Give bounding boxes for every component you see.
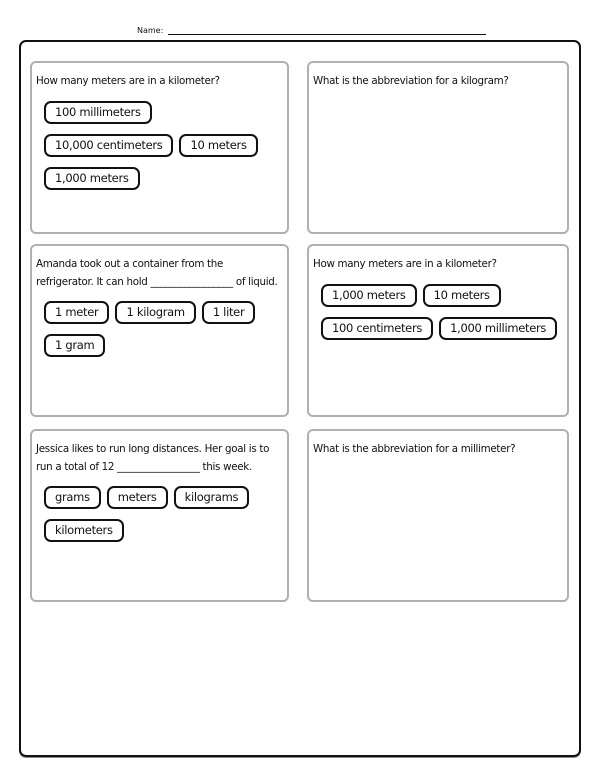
answer-option[interactable]: 1 gram	[44, 334, 105, 357]
question-text: How many meters are in a kilometer?	[36, 75, 220, 87]
answer-options	[36, 301, 284, 357]
answer-options	[36, 101, 284, 190]
question-card-6	[307, 429, 569, 602]
answer-option[interactable]: 10 meters	[423, 284, 501, 307]
answer-option[interactable]: 1,000 meters	[44, 167, 140, 190]
answer-option[interactable]: 1,000 millimeters	[439, 317, 557, 340]
question-text: What is the abbreviation for a millimeter?	[313, 443, 516, 455]
name-input-line[interactable]	[168, 25, 486, 35]
answer-option[interactable]: 100 centimeters	[321, 317, 433, 340]
question-card-3	[30, 244, 289, 417]
answer-option[interactable]: 1 liter	[202, 301, 256, 324]
question-card-1	[30, 61, 289, 234]
answer-options	[313, 284, 561, 340]
answer-option[interactable]: meters	[107, 486, 168, 509]
answer-option[interactable]: 10 meters	[179, 134, 257, 157]
name-label: Name:	[137, 26, 164, 35]
answer-option[interactable]: 1 meter	[44, 301, 109, 324]
question-card-4	[307, 244, 569, 417]
answer-option[interactable]: 10,000 centimeters	[44, 134, 173, 157]
question-card-5	[30, 429, 289, 602]
answer-option[interactable]: 100 millimeters	[44, 101, 152, 124]
question-text: Amanda took out a container from the refrigerator. It can hold _________________ of liquid.	[36, 258, 278, 288]
answer-option[interactable]: 1 kilogram	[115, 301, 195, 324]
question-text: What is the abbreviation for a kilogram?	[313, 75, 509, 87]
answer-option[interactable]: 1,000 meters	[321, 284, 417, 307]
answer-options	[36, 486, 284, 542]
answer-option[interactable]: kilograms	[174, 486, 250, 509]
question-text: Jessica likes to run long distances. Her goal is to run a total of 12 _________________ this week.	[36, 443, 270, 473]
name-row	[137, 25, 486, 35]
answer-option[interactable]: grams	[44, 486, 101, 509]
question-text: How many meters are in a kilometer?	[313, 258, 497, 270]
answer-option[interactable]: kilometers	[44, 519, 124, 542]
question-card-2	[307, 61, 569, 234]
